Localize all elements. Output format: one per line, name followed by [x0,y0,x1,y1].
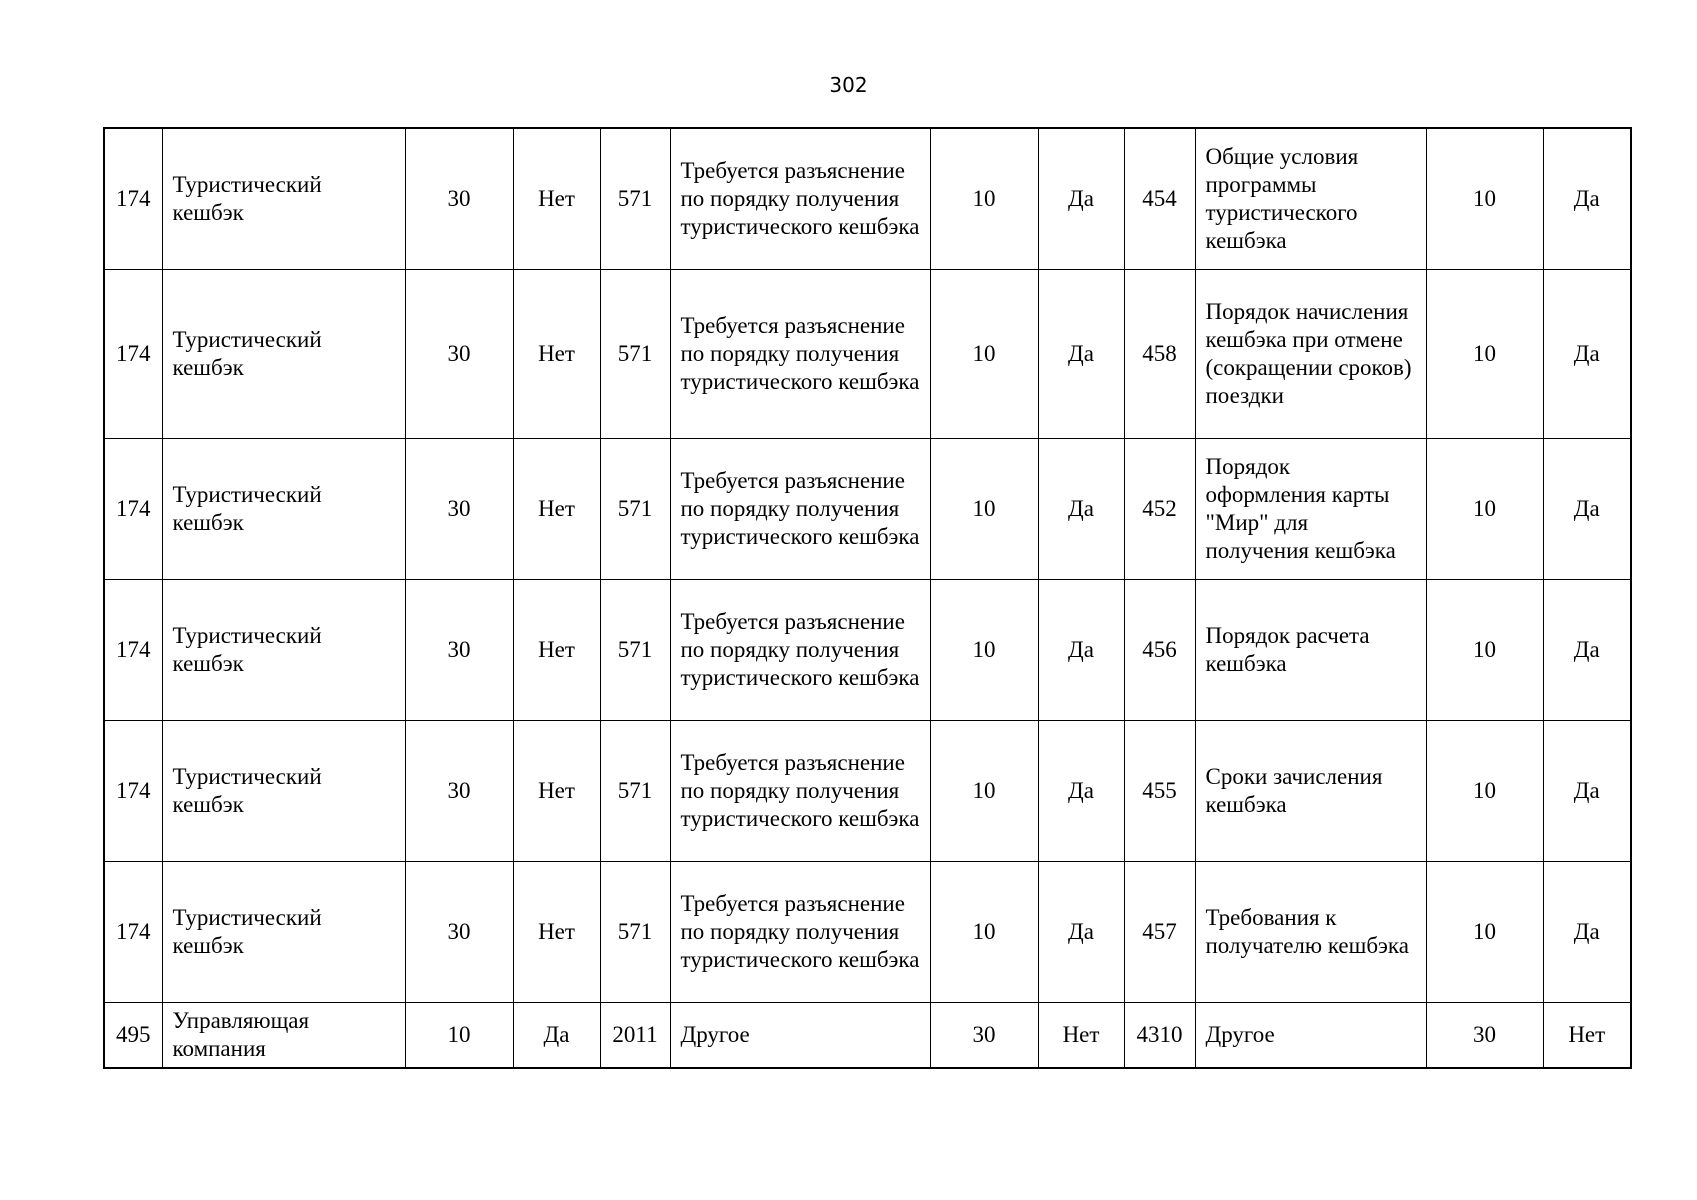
cell-topic-1: Туристический кешбэк [162,862,405,1003]
cell-days-2: 10 [930,721,1038,862]
cell-flag-3: Да [1543,862,1631,1003]
cell-days-1: 10 [405,1003,513,1069]
cell-days-2: 10 [930,580,1038,721]
cell-flag-3: Да [1543,721,1631,862]
cell-topic-2: Требуется разъяснение по порядку получения туристического кешбэка [670,270,930,439]
table-row [104,862,1631,1003]
cell-code-3: 456 [1124,580,1195,721]
table-row [104,439,1631,580]
cell-code-3: 454 [1124,128,1195,270]
cell-days-3: 10 [1426,270,1543,439]
cell-flag-3: Да [1543,580,1631,721]
cell-code-1: 174 [104,439,162,580]
cell-code-3: 458 [1124,270,1195,439]
cell-topic-3: Порядок оформления карты "Мир" для получения кешбэка [1195,439,1426,580]
cell-days-3: 10 [1426,439,1543,580]
cell-code-1: 495 [104,1003,162,1069]
cell-code-1: 174 [104,862,162,1003]
cell-topic-1: Управляющая компания [162,1003,405,1069]
cell-days-1: 30 [405,862,513,1003]
cell-topic-2: Требуется разъяснение по порядку получения туристического кешбэка [670,128,930,270]
cell-flag-1: Да [513,1003,600,1069]
cell-days-2: 30 [930,1003,1038,1069]
cell-flag-1: Нет [513,721,600,862]
cell-flag-3: Да [1543,128,1631,270]
cell-code-3: 4310 [1124,1003,1195,1069]
cell-code-2: 2011 [600,1003,670,1069]
table-row [104,580,1631,721]
cell-flag-3: Да [1543,270,1631,439]
cell-topic-2: Требуется разъяснение по порядку получения туристического кешбэка [670,721,930,862]
cell-flag-3: Да [1543,439,1631,580]
cell-code-2: 571 [600,128,670,270]
cell-code-2: 571 [600,439,670,580]
cell-days-3: 10 [1426,721,1543,862]
cell-flag-1: Нет [513,862,600,1003]
cell-topic-1: Туристический кешбэк [162,439,405,580]
cell-flag-2: Да [1038,128,1124,270]
table-row [104,721,1631,862]
cell-code-3: 452 [1124,439,1195,580]
cell-flag-1: Нет [513,128,600,270]
cell-days-2: 10 [930,439,1038,580]
table-row [104,270,1631,439]
cell-topic-2: Требуется разъяснение по порядку получения туристического кешбэка [670,580,930,721]
cell-flag-2: Да [1038,721,1124,862]
cell-flag-3: Нет [1543,1003,1631,1069]
cell-days-1: 30 [405,439,513,580]
cell-code-1: 174 [104,128,162,270]
page-number: 302 [829,73,868,97]
cell-days-2: 10 [930,128,1038,270]
cell-flag-2: Да [1038,270,1124,439]
cell-topic-1: Туристический кешбэк [162,128,405,270]
table-row [104,1003,1631,1069]
cell-code-3: 457 [1124,862,1195,1003]
cell-days-3: 10 [1426,128,1543,270]
cell-days-3: 10 [1426,862,1543,1003]
cell-days-1: 30 [405,270,513,439]
cell-topic-2: Другое [670,1003,930,1069]
cell-topic-1: Туристический кешбэк [162,580,405,721]
cell-days-1: 30 [405,128,513,270]
cell-topic-3: Порядок начисления кешбэка при отмене (сокращении сроков) поездки [1195,270,1426,439]
cell-flag-1: Нет [513,439,600,580]
cell-topic-3: Требования к получателю кешбэка [1195,862,1426,1003]
cell-code-2: 571 [600,580,670,721]
cell-flag-2: Нет [1038,1003,1124,1069]
table-row [104,128,1631,270]
cell-days-2: 10 [930,270,1038,439]
cell-flag-2: Да [1038,862,1124,1003]
cell-code-1: 174 [104,580,162,721]
cell-days-1: 30 [405,580,513,721]
cell-days-1: 30 [405,721,513,862]
cell-days-3: 30 [1426,1003,1543,1069]
cell-topic-3: Сроки зачисления кешбэка [1195,721,1426,862]
data-table [103,127,1632,1069]
cell-topic-2: Требуется разъяснение по порядку получения туристического кешбэка [670,862,930,1003]
cell-flag-2: Да [1038,580,1124,721]
cell-code-2: 571 [600,862,670,1003]
cell-topic-1: Туристический кешбэк [162,270,405,439]
cell-code-1: 174 [104,270,162,439]
cell-code-1: 174 [104,721,162,862]
cell-topic-2: Требуется разъяснение по порядку получения туристического кешбэка [670,439,930,580]
cell-code-2: 571 [600,721,670,862]
cell-topic-1: Туристический кешбэк [162,721,405,862]
cell-flag-1: Нет [513,580,600,721]
cell-flag-2: Да [1038,439,1124,580]
cell-topic-3: Общие условия программы туристического кешбэка [1195,128,1426,270]
cell-days-2: 10 [930,862,1038,1003]
cell-days-3: 10 [1426,580,1543,721]
cell-flag-1: Нет [513,270,600,439]
cell-code-2: 571 [600,270,670,439]
cell-code-3: 455 [1124,721,1195,862]
cell-topic-3: Порядок расчета кешбэка [1195,580,1426,721]
cell-topic-3: Другое [1195,1003,1426,1069]
